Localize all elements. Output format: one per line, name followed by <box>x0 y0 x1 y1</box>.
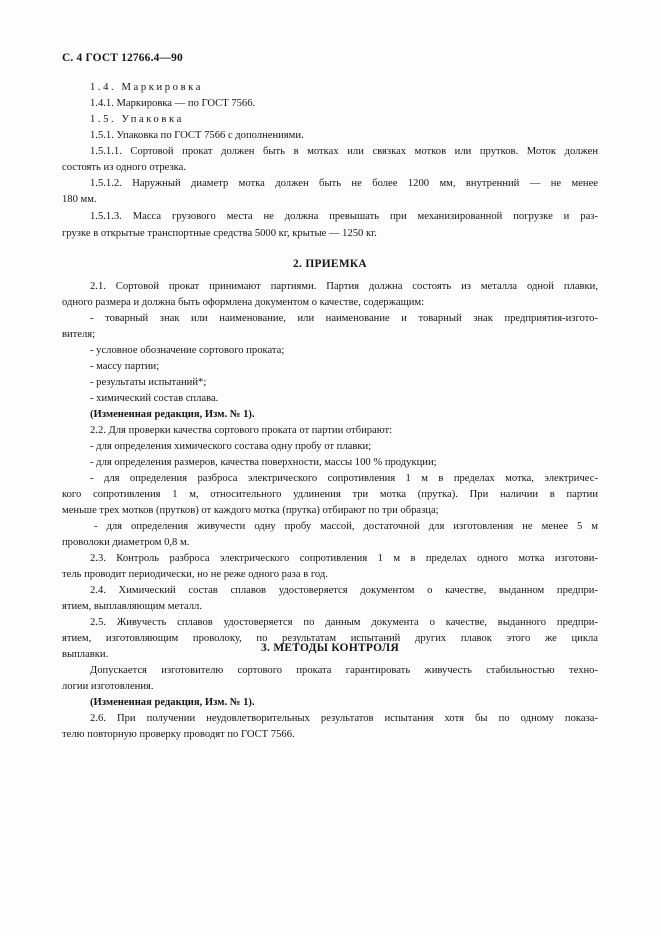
list-item: - для определения живучести одну пробу массой, достаточной для изготовления не менее 5 м <box>94 521 598 532</box>
section-3-heading: 3. МЕТОДЫ КОНТРОЛЯ <box>261 642 399 654</box>
para-2-2: 2.2. Для проверки качества сортового проката от партии отбирают: <box>90 425 393 436</box>
para-1-5-1-3: 1.5.1.3. Масса грузового места не должна превышать при механизированной погрузке и раз- <box>90 211 598 222</box>
para-2-1-cont: одного размера и должна быть оформлена документом о качестве, содержащим: <box>62 297 425 308</box>
para-1-5-1-1-cont: состоять из одного отрезка. <box>62 162 186 173</box>
para-2-5-note-cont: логии изготовления. <box>62 681 154 692</box>
para-1-5-1-2-cont: 180 мм. <box>62 194 97 205</box>
para-2-3-cont: тель проводит периодически, но не реже одного раза в год. <box>62 569 328 580</box>
para-2-3: 2.3. Контроль разброса электрического сопротивления 1 м в пределах одного мотка изготови- <box>90 553 598 564</box>
para-2-4: 2.4. Химический состав сплавов удостоверяется документом о качестве, выданном предпри- <box>90 585 598 596</box>
list-item-cont: проволоки диаметром 0,8 м. <box>62 537 190 548</box>
list-item: - химический состав сплава. <box>90 393 219 404</box>
page-header: С. 4 ГОСТ 12766.4—90 <box>62 52 183 64</box>
list-item: - для определения химического состава одну пробу от плавки; <box>90 441 372 452</box>
revision-note: (Измененная редакция, Изм. № 1). <box>90 697 255 708</box>
list-item-cont: кого сопротивления 1 м, относительного удлинения три мотка (прутка). При наличии в партии <box>62 489 598 500</box>
para-1-4-1: 1.4.1. Маркировка — по ГОСТ 7566. <box>90 98 256 109</box>
para-2-1: 2.1. Сортовой прокат принимают партиями. Партия должна состоять из металла одной плавки, <box>90 281 598 292</box>
para-1-5-1-3-cont: грузке в открытые транспортные средства 5000 кг, крытые — 1250 кг. <box>62 228 377 239</box>
list-item: - товарный знак или наименование, или наименование и товарный знак предприятия-изгото- <box>90 313 598 324</box>
para-2-5-cont: выплавки. <box>62 649 109 660</box>
revision-note: (Измененная редакция, Изм. № 1). <box>90 409 255 420</box>
para-2-6-cont: телю повторную проверку проводят по ГОСТ 7566. <box>62 729 295 740</box>
list-item-cont: меньше трех мотков (прутков) от каждого мотка (прутка) отбирают по три образца; <box>62 505 439 516</box>
para-2-5: 2.5. Живучесть сплавов удостоверяется по данным документа о качестве, выданного предпри- <box>90 617 598 628</box>
list-item: - для определения разброса электрического сопротивления 1 м в пределах мотка, электричес- <box>90 473 598 484</box>
list-item: - условное обозначение сортового проката; <box>90 345 285 356</box>
list-item: - результаты испытаний*; <box>90 377 207 388</box>
para-1-5: 1.5. Упаковка <box>90 114 184 125</box>
list-item-cont: вителя; <box>62 329 96 340</box>
para-1-5-1-2: 1.5.1.2. Наружный диаметр мотка должен быть не более 1200 мм, внутренний — не менее <box>90 178 598 189</box>
para-1-4: 1.4. Маркировка <box>90 82 204 93</box>
para-2-6: 2.6. При получении неудовлетворительных результатов испытания хотя бы по одному показа- <box>90 713 598 724</box>
para-2-5-note: Допускается изготовителю сортового проката гарантировать живучесть стабильностью техно- <box>90 665 598 676</box>
list-item: - массу партии; <box>90 361 160 372</box>
para-1-5-1-1: 1.5.1.1. Сортовой прокат должен быть в мотках или связках мотков или прутков. Моток должен <box>90 146 598 157</box>
para-2-5-cont: ятием, изготовляющим проволоку, по результатам испытаний других плавок этого же цикла <box>62 633 598 644</box>
para-1-5-1: 1.5.1. Упаковка по ГОСТ 7566 с дополнениями. <box>90 130 304 141</box>
section-2-title: 2. ПРИЕМКА <box>293 258 367 270</box>
para-2-4-cont: ятием, выплавляющим металл. <box>62 601 202 612</box>
list-item: - для определения размеров, качества поверхности, массы 100 % продукции; <box>90 457 437 468</box>
